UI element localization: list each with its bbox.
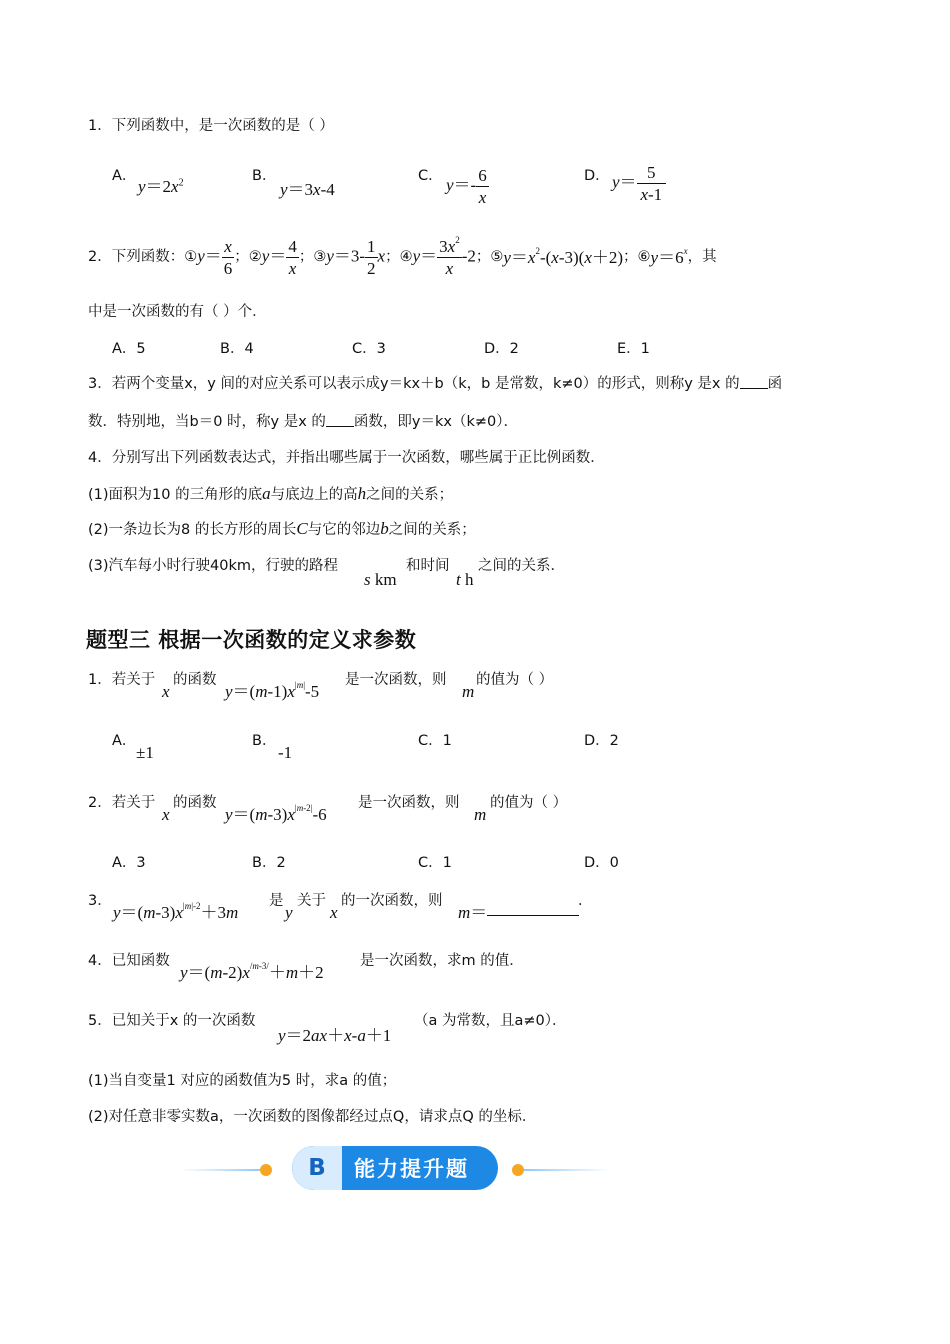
q1-stem: 1．下列函数中，是一次函数的是（ ） bbox=[88, 118, 334, 134]
q2-stem-line1: 2．下列函数：① y＝ $\frac{x}{6}$ ；② y＝ $\frac{4}{x}$ ；③ y＝3- $\frac{1}{2}$ x ；④ y＝ $\frac{3x^2}{x}$ -2 ；⑤ $y=x^2-(x-3)(x+2)$ ；⑥ $y=6^x$ ，其 bbox=[88, 235, 717, 278]
s2q1-option-a-label: A． bbox=[112, 733, 137, 749]
q4-part2: (2)一条边长为8 的长方形的周长C与它的邻边b之间的关系； bbox=[88, 519, 476, 538]
banner-line-right bbox=[524, 1169, 610, 1171]
q1-option-a-formula: $y=2x^2$ bbox=[138, 177, 184, 196]
q3-line2: 数．特别地，当b＝0 时，称y 是x 的 函数，即y＝kx（k≠0）． bbox=[88, 414, 519, 430]
q4-part3-b: 和时间 bbox=[406, 558, 450, 574]
s2q1-c: 是一次函数，则 bbox=[345, 672, 447, 688]
s2q1-b: 的函数 bbox=[173, 672, 217, 688]
q2-option-b: B．4 bbox=[220, 341, 254, 357]
q4-stem: 4．分别写出下列函数表达式，并指出哪些属于一次函数，哪些属于正比例函数． bbox=[88, 450, 605, 466]
s2q2-option-a: A．3 bbox=[112, 855, 146, 871]
s2q4-b: 是一次函数，求m 的值． bbox=[360, 953, 524, 969]
s2q4-formula: $y=(m-2)x^{/m-3/}+m+2$ bbox=[180, 961, 324, 982]
s2q3-a: 是 bbox=[269, 893, 284, 909]
s2q3-answer: m＝ bbox=[458, 904, 579, 921]
s2q3-x: x bbox=[330, 903, 338, 922]
q1-option-a-label: A． bbox=[112, 168, 137, 184]
q4-part3-th: t h bbox=[456, 570, 474, 589]
s2q5-b: （a 为常数，且a≠0）． bbox=[414, 1013, 567, 1029]
s2q2-m: m bbox=[474, 805, 487, 824]
s2q2-d: 的值为（ ） bbox=[490, 795, 568, 811]
s2q2-b: 的函数 bbox=[173, 795, 217, 811]
s2q2-option-c: C．1 bbox=[418, 855, 452, 871]
q2-option-a: A．5 bbox=[112, 341, 146, 357]
s2q5-formula: y＝2ax＋x-a＋1 bbox=[278, 1026, 392, 1045]
banner-line-left bbox=[180, 1169, 260, 1171]
q3-line1: 3．若两个变量x，y 间的对应关系可以表示成y＝kx＋b（k，b 是常数，k≠0）的形式，则称y 是x 的 函 bbox=[88, 376, 783, 392]
s2q1-a: 1．若关于 bbox=[88, 672, 156, 688]
q4-part3-a: (3)汽车每小时行驶40km，行驶的路程 bbox=[88, 558, 339, 574]
s2q5-a: 5．已知关于x 的一次函数 bbox=[88, 1013, 256, 1029]
s2q1-option-c: C．1 bbox=[418, 733, 452, 749]
s2q2-option-d: D．0 bbox=[584, 855, 619, 871]
s2q2-option-b: B．2 bbox=[252, 855, 286, 871]
s2q3-formula: $y=(m-3)x^{|m|-2}+3m$ bbox=[113, 901, 239, 922]
q1-option-b-label: B． bbox=[252, 168, 277, 184]
q2-option-e: E．1 bbox=[617, 341, 650, 357]
section-heading: 题型三 根据一次函数的定义求参数 bbox=[86, 628, 417, 652]
banner-text: 能力提升题 bbox=[354, 1157, 469, 1181]
q3-blank-2[interactable] bbox=[326, 425, 354, 427]
s2q4-a: 4．已知函数 bbox=[88, 953, 170, 969]
q4-part3-skm: s km bbox=[364, 570, 397, 589]
s2q2-c: 是一次函数，则 bbox=[358, 795, 460, 811]
s2q3-num: 3． bbox=[88, 893, 112, 909]
s2q1-option-a-formula: ±1 bbox=[136, 743, 154, 762]
q4-part1: (1)面积为10 的三角形的底a与底边上的高h之间的关系； bbox=[88, 484, 454, 503]
s2q1-option-d: D．2 bbox=[584, 733, 619, 749]
s2q3-blank[interactable] bbox=[487, 915, 579, 916]
q1-option-c-formula: y＝- $\frac{6}{x}$ bbox=[446, 166, 487, 207]
s2q5-part2: (2)对任意非零实数a，一次函数的图像都经过点Q，请求点Q 的坐标． bbox=[88, 1109, 537, 1125]
s2q1-m: m bbox=[462, 682, 475, 701]
s2q3-end: ． bbox=[578, 893, 593, 909]
banner-pill bbox=[292, 1146, 498, 1190]
s2q2-a: 2．若关于 bbox=[88, 795, 156, 811]
s2q3-c: 的一次函数，则 bbox=[341, 893, 443, 909]
banner-dot-right bbox=[512, 1164, 524, 1176]
q1-option-c-label: C． bbox=[418, 168, 443, 184]
q3-blank-1[interactable] bbox=[740, 387, 768, 389]
s2q1-option-b-label: B． bbox=[252, 733, 277, 749]
q1-option-d-formula: y＝ $\frac{5}{x-1}$ bbox=[612, 163, 665, 204]
s2q1-formula: $y=(m-1)x^{|m|}-5$ bbox=[225, 680, 320, 701]
q2-option-c: C．3 bbox=[352, 341, 386, 357]
q2-option-d: D．2 bbox=[484, 341, 519, 357]
q1-option-d-label: D． bbox=[584, 168, 610, 184]
banner-letter: B bbox=[292, 1146, 342, 1190]
s2q1-option-b-formula: -1 bbox=[278, 743, 293, 762]
q2-stem-line2: 中是一次函数的有（ ）个． bbox=[88, 304, 267, 320]
s2q3-y: y bbox=[285, 903, 293, 922]
q4-part3-c: 之间的关系． bbox=[478, 558, 565, 574]
s2q1-x: x bbox=[162, 682, 170, 701]
s2q5-part1: (1)当自变量1 对应的函数值为5 时，求a 的值； bbox=[88, 1073, 397, 1089]
s2q2-x: x bbox=[162, 805, 170, 824]
banner-dot-left bbox=[260, 1164, 272, 1176]
s2q3-b: 关于 bbox=[297, 893, 326, 909]
s2q1-d: 的值为（ ） bbox=[476, 672, 554, 688]
s2q2-formula: $y=(m-3)x^{|m-2|}-6$ bbox=[225, 803, 327, 824]
q1-option-b-formula: y＝3x-4 bbox=[280, 180, 335, 199]
